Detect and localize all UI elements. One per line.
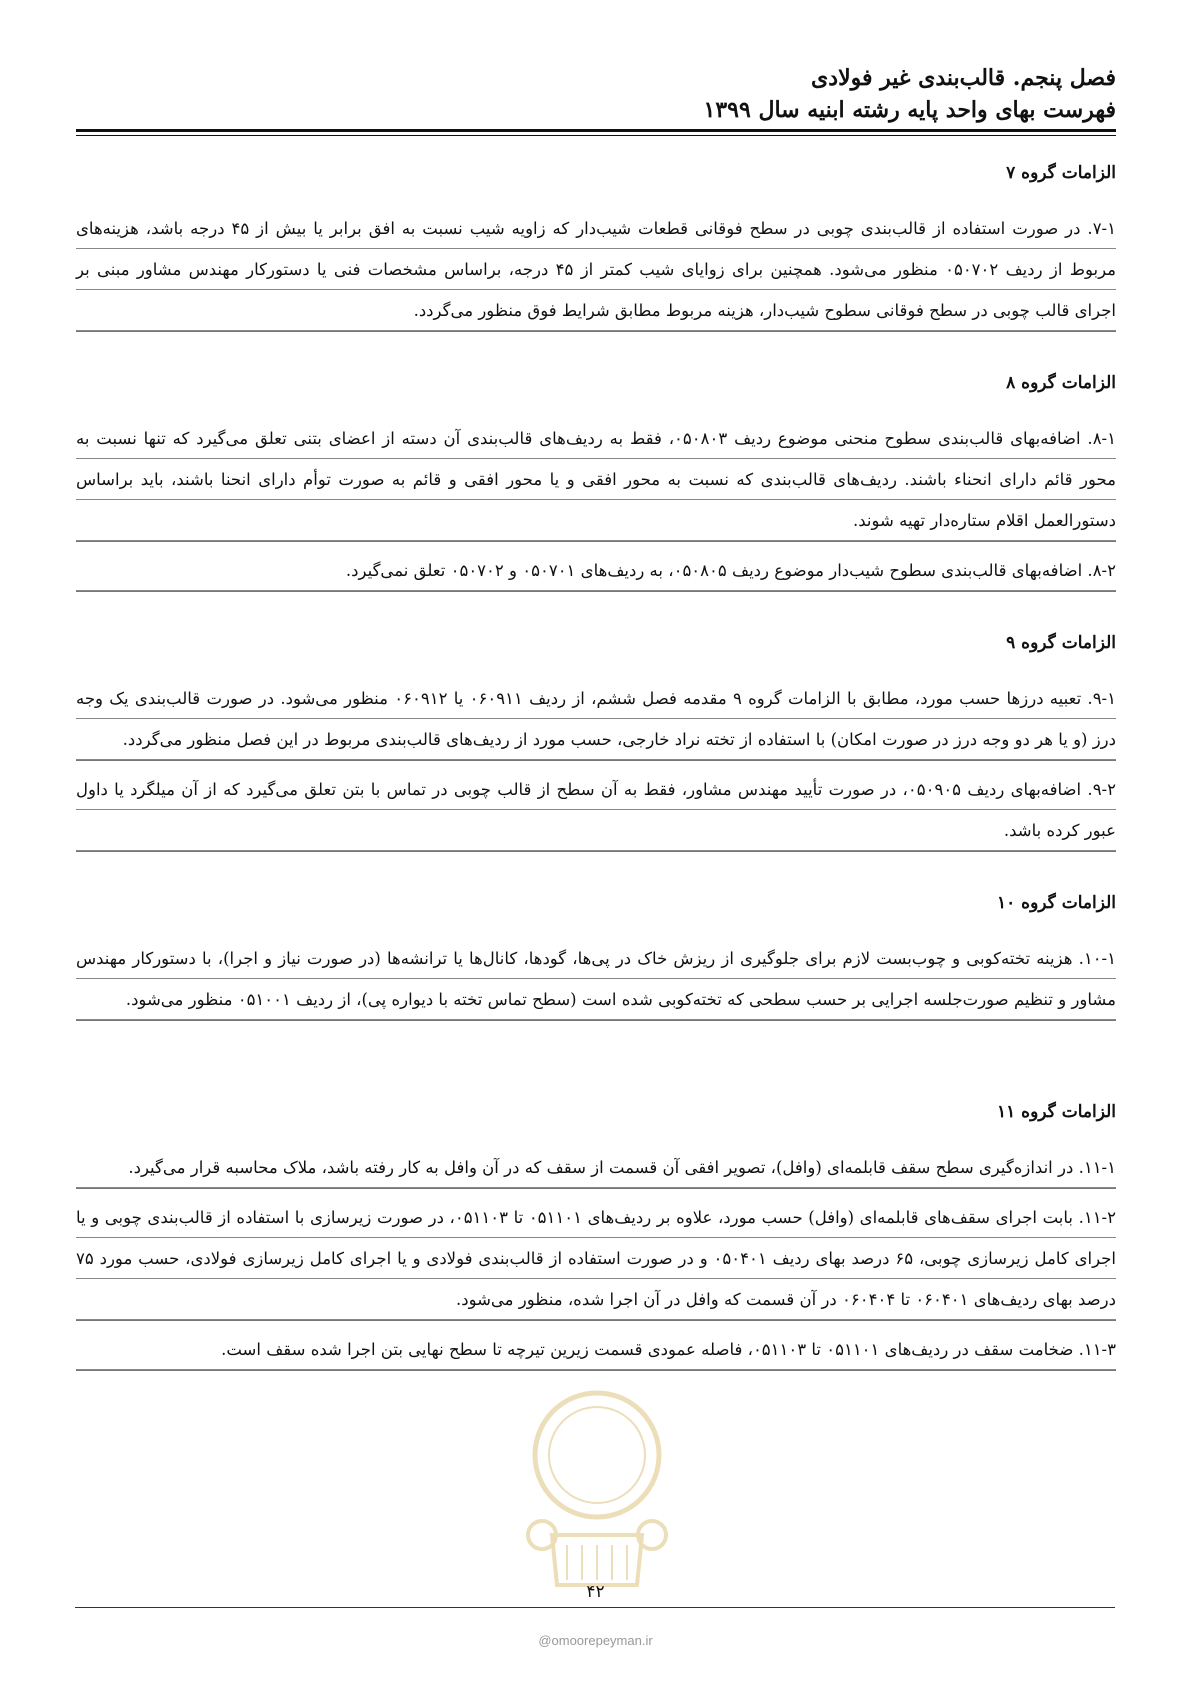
paragraph-11-1: ۱۱-۱. در اندازه‌گیری سطح سقف قابلمه‌ای (وافل)، تصویر افقی آن قسمت از سقف که در آن وافل به کار رفته باشد، ملاک محاسبه قرار می‌گیرد. [76, 1147, 1116, 1189]
paragraph-8-2: ۸-۲. اضافه‌بهای قالب‌بندی سطوح شیب‌دار موضوع ردیف ۰۵۰۸۰۵، به ردیف‌های ۰۵۰۷۰۱ و ۰۵۰۷۰۲ تعلق نمی‌گیرد. [76, 550, 1116, 592]
paragraph-10-1: ۱۰-۱. هزینه تخته‌کوبی و چوب‌بست لازم برای جلوگیری از ریزش خاک در پی‌ها، گودها، کانال‌ها یا ترانشه‌ها (در صورت نیاز و اجرا)، با دستورکار مهندس مشاور و تنظیم صورت‌جلسه اجرایی بر حسب سطحی که تخته‌کوبی شده است (سطح تماس تخته با دیواره پی)، از ردیف ۰۵۱۰۰۱ منظور می‌شود. [76, 938, 1116, 1021]
section-group-11 [76, 1099, 1116, 1371]
page-content [76, 160, 1116, 1379]
section-title: الزامات گروه ۹ [1006, 633, 1116, 653]
section-group-8 [76, 370, 1116, 592]
header-rule-thick [76, 129, 1116, 132]
section-title: الزامات گروه ۱۰ [997, 893, 1116, 913]
paragraph-9-2: ۹-۲. اضافه‌بهای ردیف ۰۵۰۹۰۵، در صورت تأیید مهندس مشاور، فقط به آن سطح از قالب چوبی در تماس با بتن تعلق می‌گیرد که از آن میلگرد یا داول عبور کرده باشد. [76, 769, 1116, 852]
section-title: الزامات گروه ۱۱ [997, 1102, 1116, 1122]
section-group-7 [76, 160, 1116, 332]
paragraph-11-2: ۱۱-۲. بابت اجرای سقف‌های قابلمه‌ای (وافل) حسب مورد، علاوه بر ردیف‌های ۰۵۱۱۰۱ تا ۰۵۱۱۰۳، در صورت زیرسازی با استفاده از قالب‌بندی چوبی و یا اجرای کامل زیرسازی چوبی، ۶۵ درصد بهای ردیف ۰۵۰۴۰۱ و در صورت استفاده از قالب‌بندی فولادی و یا اجرای کامل زیرسازی فولادی، حسب مورد ۷۵ درصد بهای ردیف‌های ۰۶۰۴۰۱ تا ۰۶۰۴۰۴ در آن قسمت که وافل در آن اجرا شده، منظور می‌شود. [76, 1197, 1116, 1321]
section-title: الزامات گروه ۷ [1006, 163, 1116, 183]
section-title: الزامات گروه ۸ [1006, 373, 1116, 393]
section-group-10 [76, 890, 1116, 1021]
document-subtitle: فهرست بهای واحد پایه رشته ابنیه سال ۱۳۹۹ [703, 97, 1116, 123]
paragraph-7-1: ۷-۱. در صورت استفاده از قالب‌بندی چوبی در سطح فوقانی قطعات شیب‌دار که زاویه شیب نسبت به افق برابر یا بیش از ۴۵ درجه باشد، هزینه‌های مربوط از ردیف ۰۵۰۷۰۲ منظور می‌شود. همچنین برای زوایای شیب کمتر از ۴۵ درجه، براساس مشخصات فنی یا دستورکار مهندس مشاور مبنی بر اجرای قالب چوبی در سطح فوقانی سطوح شیب‌دار، هزینه مربوط مطابق شرایط فوق منظور می‌گردد. [76, 208, 1116, 332]
watermark-url: @omoorepeyman.ir [538, 1633, 653, 1648]
footer-rule [75, 1607, 1115, 1608]
paragraph-9-1: ۹-۱. تعبیه درزها حسب مورد، مطابق با الزامات گروه ۹ مقدمه فصل ششم، از ردیف ۰۶۰۹۱۱ یا ۰۶۰۹۱۲ منظور می‌شود. در صورت قالب‌بندی یک وجه درز (و یا هر دو وجه درز در صورت امکان) با استفاده از تخته نراد خارجی، حسب مورد از ردیف‌های قالب‌بندی مربوط در این فصل منظور می‌گردد. [76, 678, 1116, 761]
page-number: ۴۲ [586, 1582, 605, 1602]
page-header [76, 62, 1116, 126]
paragraph-11-3: ۱۱-۳. ضخامت سقف در ردیف‌های ۰۵۱۱۰۱ تا ۰۵۱۱۰۳، فاصله عمودی قسمت زیرین تیرچه تا سطح نهایی بتن اجرا شده سقف است. [76, 1329, 1116, 1371]
header-rule-thin [76, 135, 1116, 136]
paragraph-8-1: ۸-۱. اضافه‌بهای قالب‌بندی سطوح منحنی موضوع ردیف ۰۵۰۸۰۳، فقط به ردیف‌های قالب‌بندی آن دسته از اعضای بتنی تعلق می‌گیرد که تنها نسبت به محور قائم دارای انحناء باشند. ردیف‌های قالب‌بندی که نسبت به محور افقی و یا محور افقی و قائم به صورت توأم دارای انحنا باشند، باید براساس دستورالعمل اقلام ستاره‌دار تهیه شوند. [76, 418, 1116, 542]
section-group-9 [76, 630, 1116, 852]
chapter-title: فصل پنجم. قالب‌بندی غیر فولادی [811, 65, 1116, 91]
watermark-seal-icon [512, 1385, 682, 1595]
